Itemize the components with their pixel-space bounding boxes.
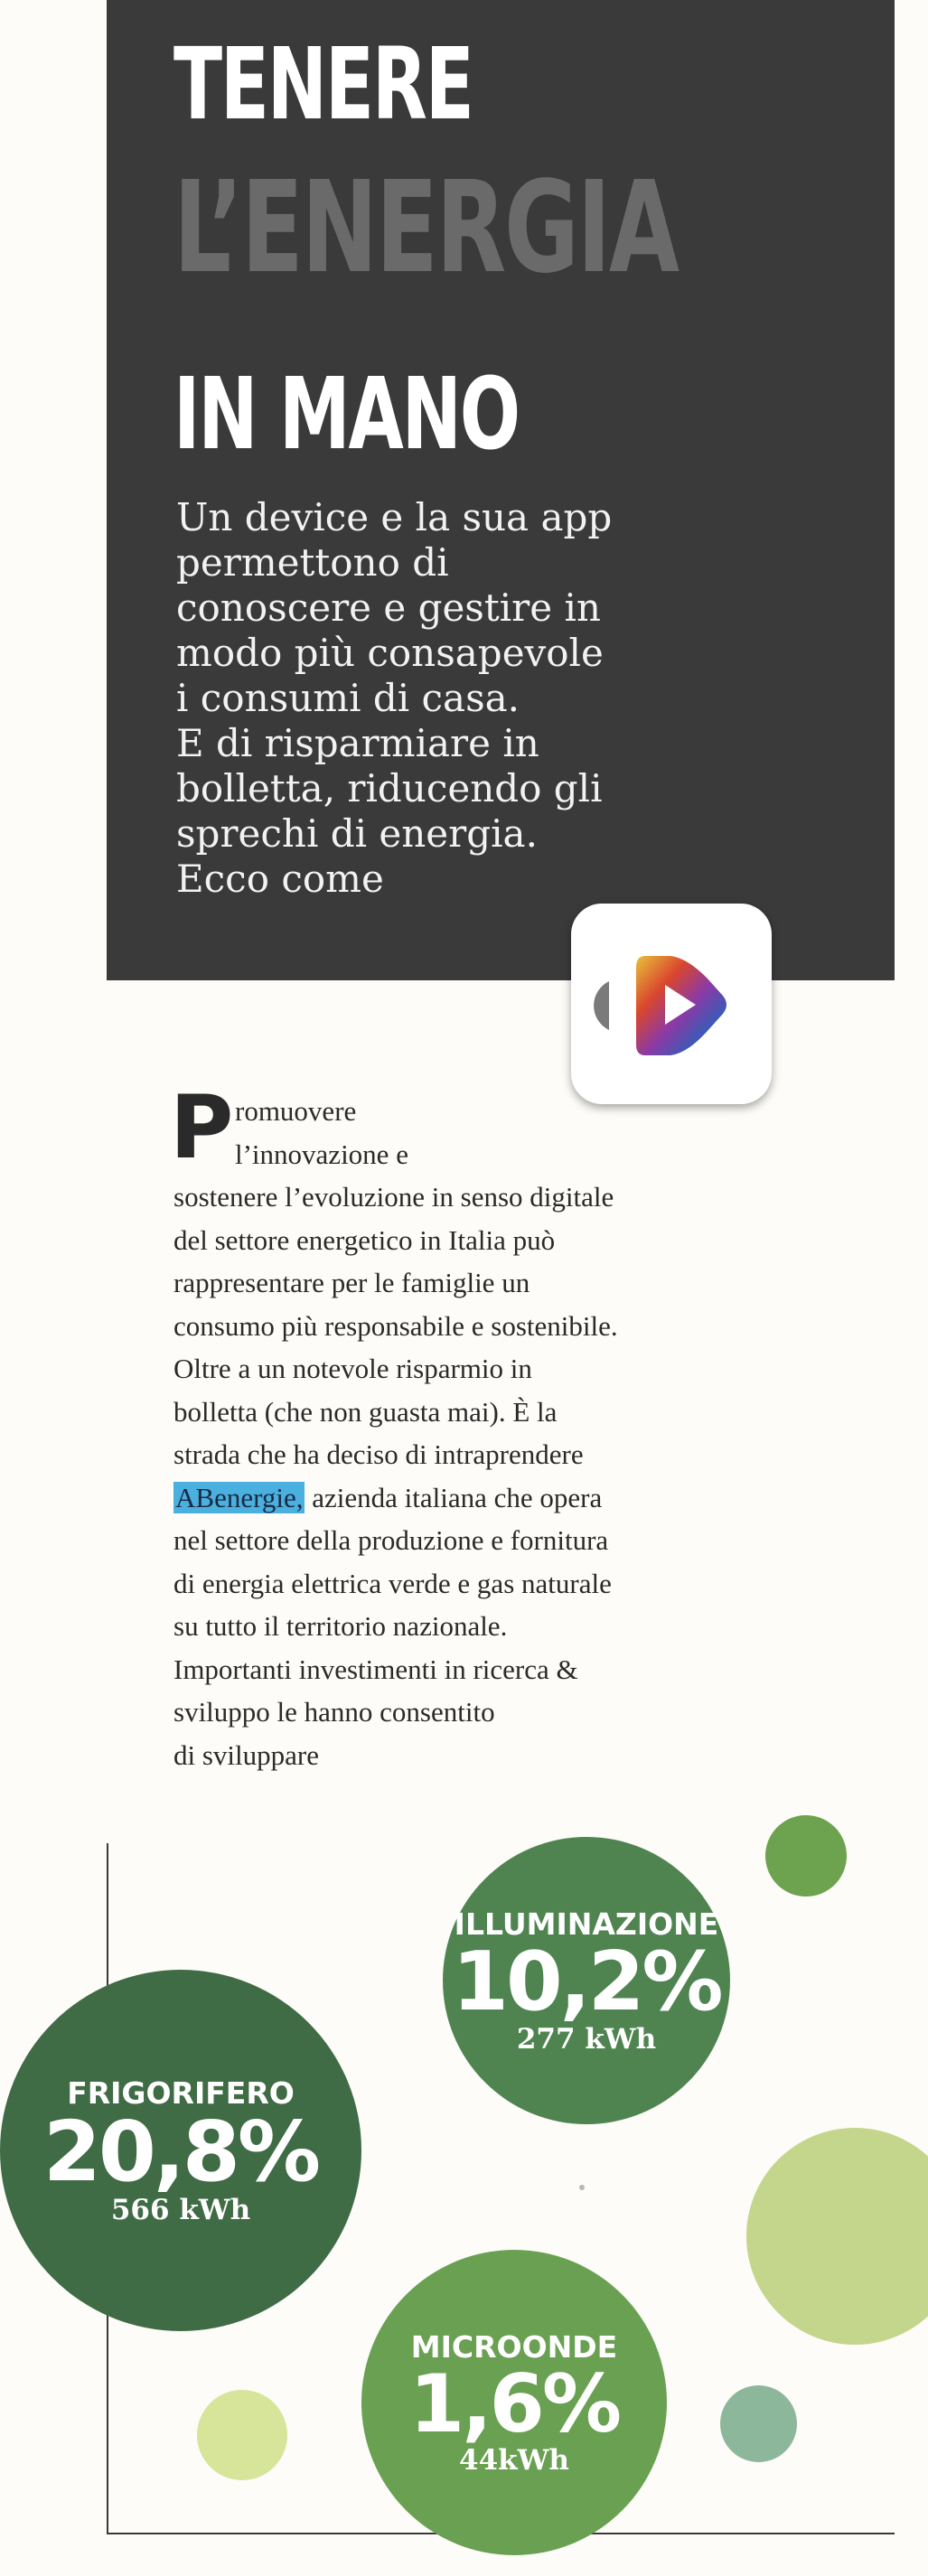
bubble-percent: 20,8% xyxy=(42,2103,319,2200)
lead-line: Ecco come xyxy=(176,857,384,901)
highlight-abenergie: ABenergie, xyxy=(175,1481,304,1513)
lead-line: modo più consapevole xyxy=(176,631,604,675)
decorative-dot xyxy=(765,1815,847,1897)
body-line: bolletta (che non guasta mai). È la xyxy=(173,1395,558,1428)
body-line: Importanti investimenti in ricerca & xyxy=(173,1653,578,1685)
body-line: l’innovazione e xyxy=(235,1138,408,1170)
body-line: romuovere xyxy=(235,1095,357,1127)
bubble-label: ILLUMINAZIONE xyxy=(454,1906,719,1942)
dropcap: P xyxy=(170,1077,234,1178)
title-line-2: L’ENERGIA xyxy=(173,155,678,302)
bubble-kwh: 277 kWh xyxy=(516,2022,657,2056)
lead-line: bolletta, riducendo gli xyxy=(176,766,603,810)
play-app-icon xyxy=(571,904,772,1104)
body-line-highlighted xyxy=(173,1476,761,1520)
body-line: di sviluppare xyxy=(173,1738,319,1771)
body-line: strada che ha deciso di intraprendere xyxy=(173,1438,584,1470)
lead-paragraph xyxy=(176,495,736,902)
body-line: su tutto il territorio nazionale. xyxy=(173,1610,508,1642)
title-line-1: TENERE xyxy=(173,26,473,142)
bubble-label: MICROONDE xyxy=(410,2328,618,2365)
bubble-percent: 1,6% xyxy=(408,2356,620,2450)
lead-line: E di risparmiare in xyxy=(176,721,539,765)
article-body xyxy=(173,1090,761,1776)
lead-line: sprechi di energia. xyxy=(176,811,538,856)
lead-line: Un device e la sua app xyxy=(176,495,613,539)
decorative-dot xyxy=(197,2390,287,2480)
body-line-rest: azienda italiana che opera xyxy=(305,1481,603,1513)
bubble-kwh: 566 kWh xyxy=(110,2193,251,2226)
bubble-percent: 10,2% xyxy=(452,1934,721,2029)
decorative-dot xyxy=(579,2185,585,2190)
lead-line: permettono di xyxy=(176,540,449,585)
body-line: sostenere l’evoluzione in senso digitale xyxy=(173,1181,614,1213)
decorative-dot xyxy=(720,2385,797,2462)
body-line: del settore energetico in Italia può xyxy=(173,1223,556,1256)
body-line: rappresentare per le famiglie un xyxy=(173,1267,530,1298)
bubble-illuminazione xyxy=(443,1837,730,2124)
body-line: sviluppo le hanno consentito xyxy=(173,1696,495,1728)
body-line: nel settore della produzione e fornitura xyxy=(173,1524,609,1556)
bubble-label: FRIGORIFERO xyxy=(67,2075,295,2111)
body-line: di energia elettrica verde e gas naturale xyxy=(173,1567,612,1599)
title-line-3: IN MANO xyxy=(173,356,519,472)
lead-line: i consumi di casa. xyxy=(176,676,520,720)
bubble-microonde xyxy=(361,2250,667,2555)
body-line: Oltre a un notevole risparmio in xyxy=(173,1353,532,1384)
lead-line: conoscere e gestire in xyxy=(176,585,601,630)
bubble-frigorifero xyxy=(0,1970,361,2331)
decorative-dot xyxy=(746,2128,928,2345)
bubble-kwh: 44kWh xyxy=(459,2443,569,2477)
body-line: consumo più responsabile e sostenibile. xyxy=(173,1309,618,1342)
